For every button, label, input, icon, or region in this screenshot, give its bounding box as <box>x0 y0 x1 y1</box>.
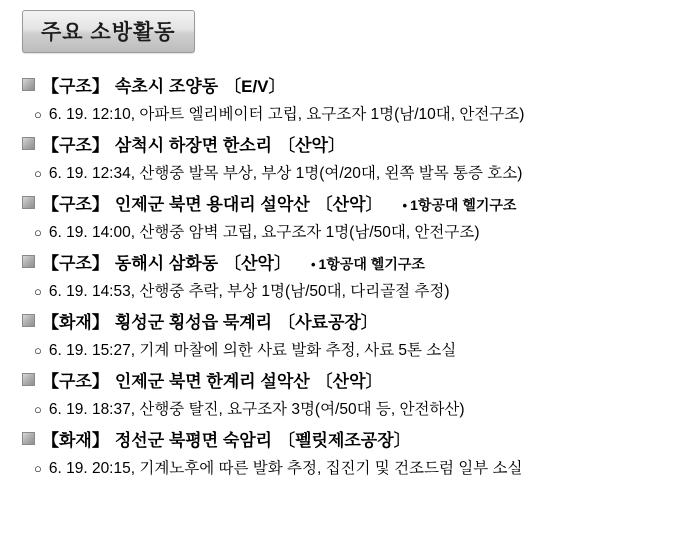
activity-list <box>0 67 688 480</box>
entry-place: 인제군 북면 한계리 설악산 <box>114 372 310 391</box>
square-bullet-icon <box>22 137 35 150</box>
page-title: 주요 소방활동 <box>41 21 176 44</box>
list-item <box>0 126 688 185</box>
entry-detail-text: 6. 19. 20:15, 기계노후에 따른 발화 추정, 집진기 및 건조드럼 일부 소실 <box>48 460 523 477</box>
circle-bullet-icon: ○ <box>34 225 42 240</box>
entry-kind: 【구조】 <box>42 254 109 273</box>
entry-header <box>0 126 688 158</box>
page-title-wrapper <box>22 10 195 53</box>
dot-icon: • <box>310 257 316 272</box>
entry-place: 횡성군 횡성읍 묵계리 <box>114 313 273 332</box>
entry-extra-note <box>311 254 425 274</box>
square-bullet-icon <box>22 373 35 386</box>
entry-header <box>0 362 688 394</box>
circle-bullet-icon: ○ <box>34 402 42 417</box>
entry-detail-text: 6. 19. 12:10, 아파트 엘리베이터 고립, 요구조자 1명(남/10대, 안전구조) <box>48 106 525 123</box>
entry-header <box>0 421 688 453</box>
square-bullet-icon <box>22 314 35 327</box>
entry-kind: 【구조】 <box>42 77 109 96</box>
entry-tag: 〔산악〕 <box>315 372 383 391</box>
square-bullet-icon <box>22 432 35 445</box>
entry-place: 정선군 북평면 숙암리 <box>114 431 273 450</box>
entry-place: 동해시 삼화동 <box>114 254 219 273</box>
square-bullet-icon <box>22 196 35 209</box>
entry-place: 삼척시 하장면 한소리 <box>114 136 273 155</box>
entry-header <box>0 244 688 276</box>
circle-bullet-icon: ○ <box>34 461 42 476</box>
entry-detail <box>0 99 688 126</box>
entry-detail-text: 6. 19. 12:34, 산행중 발목 부상, 부상 1명(여/20대, 왼쪽 발목 통증 호소) <box>48 165 523 182</box>
entry-tag: 〔E/V〕 <box>224 77 286 96</box>
list-item <box>0 244 688 303</box>
entry-kind: 【화재】 <box>42 431 109 450</box>
page-title-box <box>22 10 195 53</box>
entry-kind: 【화재】 <box>42 313 109 332</box>
entry-header <box>0 185 688 217</box>
entry-kind: 【구조】 <box>42 136 109 155</box>
entry-tag: 〔산악〕 <box>224 254 291 273</box>
entry-detail <box>0 217 688 244</box>
entry-detail-text: 6. 19. 15:27, 기계 마찰에 의한 사료 발화 추정, 사료 5톤 소실 <box>48 342 457 359</box>
list-item <box>0 303 688 362</box>
square-bullet-icon <box>22 78 35 91</box>
entry-detail <box>0 453 688 480</box>
entry-place: 인제군 북면 용대리 설악산 <box>114 195 310 214</box>
entry-detail-text: 6. 19. 14:53, 산행중 추락, 부상 1명(남/50대, 다리골절 추정) <box>48 283 450 300</box>
circle-bullet-icon: ○ <box>34 166 42 181</box>
entry-kind: 【구조】 <box>42 195 109 214</box>
square-bullet-icon <box>22 255 35 268</box>
entry-extra-note <box>403 195 517 215</box>
entry-tag: 〔사료공장〕 <box>278 313 378 332</box>
entry-detail <box>0 394 688 421</box>
list-item <box>0 67 688 126</box>
dot-icon: • <box>402 198 408 213</box>
list-item <box>0 421 688 480</box>
list-item <box>0 185 688 244</box>
entry-tag: 〔산악〕 <box>315 195 383 214</box>
entry-detail-text: 6. 19. 14:00, 산행중 암벽 고립, 요구조자 1명(남/50대, 안전구조) <box>48 224 480 241</box>
entry-header <box>0 303 688 335</box>
entry-detail-text: 6. 19. 18:37, 산행중 탈진, 요구조자 3명(여/50대 등, 안전하산) <box>48 401 465 418</box>
list-item <box>0 362 688 421</box>
entry-kind: 【구조】 <box>42 372 109 391</box>
entry-extra-label: 1항공대 헬기구조 <box>410 197 517 213</box>
circle-bullet-icon: ○ <box>34 284 42 299</box>
entry-place: 속초시 조양동 <box>114 77 219 96</box>
entry-extra-label: 1항공대 헬기구조 <box>318 256 425 272</box>
circle-bullet-icon: ○ <box>34 107 42 122</box>
entry-header <box>0 67 688 99</box>
entry-detail <box>0 335 688 362</box>
entry-tag: 〔산악〕 <box>278 136 345 155</box>
entry-detail <box>0 276 688 303</box>
entry-tag: 〔펠릿제조공장〕 <box>278 431 411 450</box>
circle-bullet-icon: ○ <box>34 343 42 358</box>
entry-detail <box>0 158 688 185</box>
